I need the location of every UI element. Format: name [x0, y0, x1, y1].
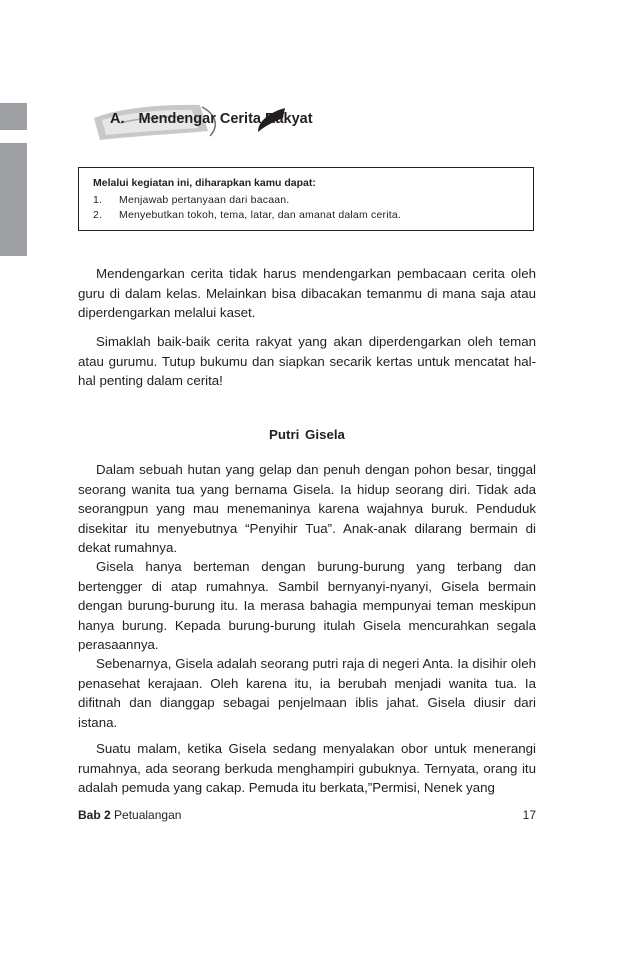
section-title-text: Mendengar Cerita Rakyat	[138, 111, 313, 127]
page-footer	[78, 808, 536, 822]
section-number: A.	[110, 111, 125, 127]
side-tab-bar	[0, 143, 27, 256]
objective-item	[93, 194, 519, 206]
objectives-box	[78, 167, 534, 231]
footer-chapter	[78, 808, 181, 822]
intro-paragraph: Simaklah baik-baik cerita rakyat yang akan diperdengarkan oleh teman atau gurumu. Tutup bukumu dan siapkan secarik kertas untuk mencatat hal-hal penting dalam cerita!	[78, 334, 536, 388]
section-title	[110, 111, 313, 127]
objective-text: Menyebutkan tokoh, tema, latar, dan amanat dalam cerita.	[119, 209, 402, 221]
intro-paragraph: Mendengarkan cerita tidak harus mendengarkan pembacaan cerita oleh guru di dalam kelas. Melainkan bisa dibacakan temanmu di mana saja atau diperdengarkan melalui kaset.	[78, 266, 536, 320]
story-paragraph: Suatu malam, ketika Gisela sedang menyalakan obor untuk menerangi rumahnya, ada seorang berkuda menghampiri gubuknya. Ternyata, orang itu adalah pemuda yang cakap. Pemuda itu berkata,”Permisi, Nenek yang	[78, 741, 536, 795]
story-paragraph: Sebenarnya, Gisela adalah seorang putri raja di negeri Anta. Ia disihir oleh penasehat kerajaan. Oleh karena itu, ia berubah menjadi wanita tua. Ia difitnah dan dianggap sebagai penjelmaan iblis jahat. Gisela diusir dari istana.	[78, 656, 536, 730]
objective-item	[93, 209, 519, 221]
objectives-intro: Melalui kegiatan ini, diharapkan kamu dapat:	[93, 177, 316, 189]
section-header	[80, 98, 380, 144]
story-title: Putri Gisela	[269, 427, 345, 442]
story-paragraph: Dalam sebuah hutan yang gelap dan penuh dengan pohon besar, tinggal seorang wanita tua yang bernama Gisela. Ia hidup seorang diri. Tidak ada seorangpun yang mau menemaninya karena wajahnya buruk. Penduduk disekitar itu menyebutnya “Penyihir Tua”. Anak-anak dilarang bermain di dekat rumahnya.	[78, 462, 536, 555]
objective-number: 2.	[93, 209, 103, 221]
page-number: 17	[522, 808, 536, 822]
objective-number: 1.	[93, 194, 103, 206]
story-paragraph: Gisela hanya berteman dengan burung-burung yang terbang dan bertengger di atap rumahnya. Sambil bernyanyi-nyanyi, Gisela bermain dengan burung-burung itu. Ia merasa bahagia mempunyai teman meskipun hanya burung. Kepada burung-burung itulah Gisela mencurahkan segala perasaannya.	[78, 559, 536, 652]
side-tab-marker	[0, 103, 27, 130]
chapter-title: Petualangan	[114, 808, 182, 822]
objective-text: Menjawab pertanyaan dari bacaan.	[119, 194, 290, 206]
chapter-number: Bab 2	[78, 808, 111, 822]
